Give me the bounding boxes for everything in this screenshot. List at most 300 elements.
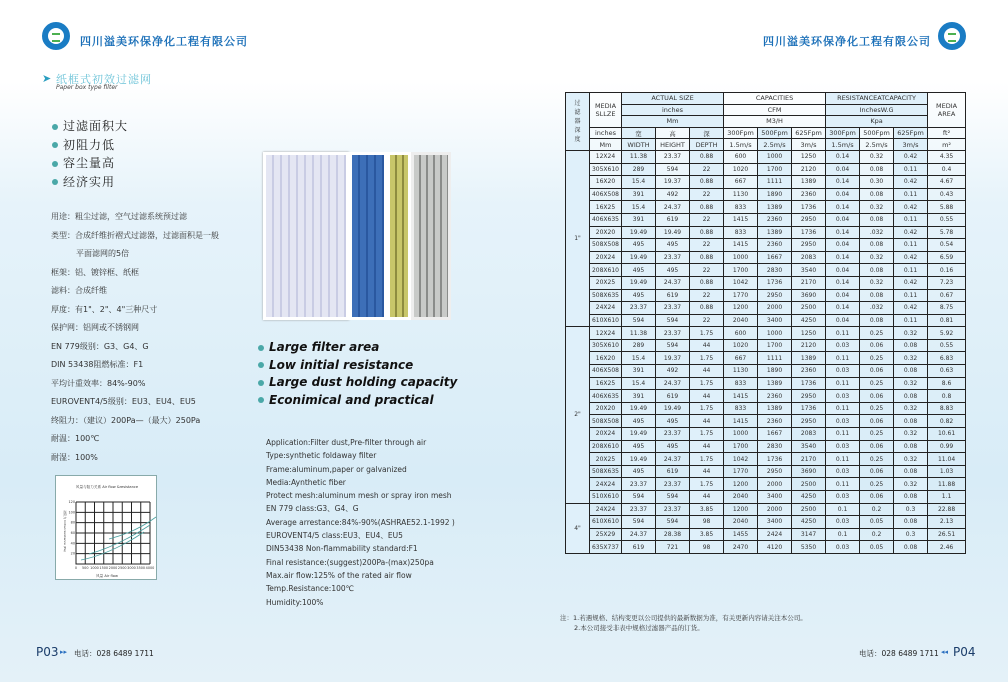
table-cell: 1415	[724, 415, 758, 428]
table-cell: 619	[656, 465, 690, 478]
feature-item: Econimical and practical	[258, 392, 457, 410]
table-cell: 16X25	[590, 201, 622, 214]
phone-left: 电话：028 6489 1711	[74, 649, 154, 658]
table-cell: 1700	[758, 163, 792, 176]
depth-group-cell: 2"	[566, 327, 590, 503]
table-cell: 0.08	[860, 314, 894, 327]
header-unit-cell: 500Fpm	[860, 127, 894, 139]
table-row	[566, 453, 966, 466]
table-cell: 1667	[758, 428, 792, 441]
table-cell: 0.04	[826, 188, 860, 201]
table-cell: 1389	[792, 352, 826, 365]
airflow-resistance-chart	[55, 475, 157, 580]
table-cell: 0.1	[826, 528, 860, 541]
spec-line: 厚度：有1"、2"、4"三种尺寸	[51, 304, 158, 314]
table-cell: 610X610	[590, 314, 622, 327]
table-cell: 1890	[758, 365, 792, 378]
table-cell: 3147	[792, 528, 826, 541]
table-cell: 0.08	[894, 541, 928, 554]
bullet-icon	[258, 362, 264, 368]
table-cell: 0.3	[894, 503, 928, 516]
table-cell: 0.4	[928, 163, 966, 176]
table-cell: 0.42	[894, 226, 928, 239]
spec-line: 耐温：100℃	[51, 434, 100, 443]
table-cell: 20X20	[590, 402, 622, 415]
table-cell: 2000	[758, 302, 792, 315]
table-cell: 0.14	[826, 150, 860, 163]
table-cell: 3.85	[690, 503, 724, 516]
table-cell: 24.37	[656, 276, 690, 289]
table-cell: 24.37	[622, 528, 656, 541]
table-row	[566, 251, 966, 264]
spec-line: Humidity:100%	[266, 597, 324, 607]
header-kpa: Kpa	[826, 116, 928, 128]
table-cell: 2083	[792, 251, 826, 264]
table-cell: 0.11	[826, 327, 860, 340]
table-cell: 20X24	[590, 428, 622, 441]
table-cell: 0.81	[928, 314, 966, 327]
table-cell: 2083	[792, 428, 826, 441]
table-cell: 0.25	[860, 453, 894, 466]
header-unit-cell: 高	[656, 127, 690, 139]
table-cell: 0.14	[826, 251, 860, 264]
table-cell: 0.32	[894, 352, 928, 365]
table-cell: 1020	[724, 163, 758, 176]
table-cell: 1667	[758, 251, 792, 264]
spec-line: Media:Aynthetic fiber	[266, 477, 346, 487]
table-cell: 1736	[758, 276, 792, 289]
table-cell: 492	[656, 188, 690, 201]
header-unit-cell: m²	[928, 139, 966, 151]
header-unit-cell: 1.5m/s	[724, 139, 758, 151]
feature-item: Large filter area	[258, 339, 457, 357]
table-cell: 833	[724, 402, 758, 415]
table-cell: 2120	[792, 163, 826, 176]
table-cell: 1200	[724, 503, 758, 516]
table-cell: 26.51	[928, 528, 966, 541]
feature-item: 容尘量高	[52, 154, 128, 173]
table-cell: 44	[690, 365, 724, 378]
table-row	[566, 327, 966, 340]
table-cell: 1770	[724, 289, 758, 302]
company-name-right: 四川溢美环保净化工程有限公司	[763, 35, 931, 48]
table-cell: 2950	[792, 390, 826, 403]
spec-line: Protect mesh:aluminum mesh or spray iron mesh	[266, 491, 452, 501]
table-cell: 4120	[758, 541, 792, 554]
table-cell: 2950	[758, 289, 792, 302]
table-cell: 1111	[758, 176, 792, 189]
table-cell: 0.03	[826, 465, 860, 478]
table-cell: 406X508	[590, 365, 622, 378]
table-cell: 4.35	[928, 150, 966, 163]
bullet-icon	[258, 397, 264, 403]
table-row	[566, 150, 966, 163]
table-row	[566, 516, 966, 529]
feature-item: 经济实用	[52, 173, 128, 192]
y-tick-label: 60	[70, 531, 75, 535]
table-cell: 0.08	[894, 415, 928, 428]
table-cell: 406X508	[590, 188, 622, 201]
header-depth: 过滤器深度	[566, 93, 590, 151]
table-row	[566, 402, 966, 415]
table-cell: 1.75	[690, 402, 724, 415]
page-number-right: P04	[953, 645, 976, 659]
table-cell: 0.88	[690, 150, 724, 163]
table-cell: 391	[622, 390, 656, 403]
table-cell: 1000	[724, 428, 758, 441]
features-en	[258, 339, 457, 409]
page-number-left: P03	[36, 645, 59, 659]
table-cell: 600	[724, 150, 758, 163]
table-cell: 20X20	[590, 226, 622, 239]
table-row	[566, 226, 966, 239]
table-row	[566, 390, 966, 403]
table-cell: 391	[622, 213, 656, 226]
header-unit-cell: 2.5m/s	[860, 139, 894, 151]
x-tick-label: 2500	[117, 566, 127, 570]
header-unit-cell: 深	[690, 127, 724, 139]
table-cell: 594	[656, 163, 690, 176]
table-cell: 495	[656, 264, 690, 277]
table-cell: 619	[656, 390, 690, 403]
table-cell: 667	[724, 176, 758, 189]
product-title-en: Paper box type filter	[56, 84, 118, 91]
table-cell: 1736	[758, 453, 792, 466]
table-cell: 1111	[758, 352, 792, 365]
spec-line: EN 779 class:G3、G4、G	[266, 504, 359, 514]
header-media-size: MEDIA SLLZE	[590, 93, 622, 128]
spec-line: Temp.Resistance:100℃	[266, 584, 355, 594]
table-cell: 0.3	[894, 528, 928, 541]
table-cell: 0.06	[860, 465, 894, 478]
arrow-icon: ➤	[42, 72, 52, 85]
table-cell: 495	[622, 289, 656, 302]
table-cell: 1020	[724, 339, 758, 352]
table-cell: 0.32	[860, 276, 894, 289]
table-cell: 0.30	[860, 176, 894, 189]
table-cell: 305X610	[590, 163, 622, 176]
table-cell: 1389	[792, 176, 826, 189]
logo-icon	[938, 22, 966, 50]
table-cell: 2424	[758, 528, 792, 541]
table-cell: 2360	[758, 213, 792, 226]
table-cell: 3540	[792, 440, 826, 453]
header-unit-cell: 500Fpm	[758, 127, 792, 139]
header-unit-cell: 300Fpm	[724, 127, 758, 139]
table-cell: 28.38	[656, 528, 690, 541]
table-cell: 1.75	[690, 428, 724, 441]
header-unit-cell: Mm	[590, 139, 622, 151]
table-cell: 23.37	[656, 327, 690, 340]
table-row	[566, 465, 966, 478]
table-cell: 492	[656, 365, 690, 378]
table-cell: 0.04	[826, 239, 860, 252]
table-cell: 0.06	[860, 390, 894, 403]
header-unit-cell: 300Fpm	[826, 127, 860, 139]
table-cell: 19.49	[622, 402, 656, 415]
table-cell: 0.08	[894, 390, 928, 403]
spec-line: 框架：铝、镀锌框、纸框	[51, 267, 139, 277]
header-unit-cell: inches	[590, 127, 622, 139]
table-cell: 2470	[724, 541, 758, 554]
table-cell: 98	[690, 516, 724, 529]
table-cell: 2170	[792, 453, 826, 466]
table-cell: 24.37	[656, 453, 690, 466]
y-tick-label: 80	[70, 520, 75, 525]
x-tick-label: 500	[82, 566, 89, 570]
table-cell: 0.55	[928, 213, 966, 226]
table-cell: 0.8	[928, 390, 966, 403]
table-cell: 508X635	[590, 465, 622, 478]
table-cell: 594	[656, 339, 690, 352]
table-cell: 19.49	[622, 251, 656, 264]
table-cell: 0.42	[894, 276, 928, 289]
spec-line: 平面滤网的5倍	[76, 249, 130, 258]
bullet-icon	[52, 161, 58, 167]
header-unit-cell: 宽	[622, 127, 656, 139]
table-cell: .032	[860, 226, 894, 239]
table-cell: 619	[656, 213, 690, 226]
spec-line: 滤料：合成纤维	[51, 286, 107, 295]
table-cell: 8.6	[928, 377, 966, 390]
table-cell: 0.11	[894, 213, 928, 226]
table-cell: 24X24	[590, 478, 622, 491]
table-cell: 0.11	[894, 163, 928, 176]
table-cell: 0.32	[894, 478, 928, 491]
back-arrow-icon: ◂◂	[941, 648, 949, 656]
table-cell: 0.14	[826, 226, 860, 239]
table-cell: 44	[690, 465, 724, 478]
table-cell: 4250	[792, 314, 826, 327]
table-cell: 0.43	[928, 188, 966, 201]
table-cell: 0.88	[690, 201, 724, 214]
table-cell: 0.25	[860, 402, 894, 415]
table-cell: 2000	[758, 503, 792, 516]
product-photo	[263, 152, 451, 320]
table-cell: 0.08	[894, 465, 928, 478]
table-cell: 24.37	[656, 201, 690, 214]
table-cell: 1000	[758, 327, 792, 340]
table-cell: 0.06	[860, 440, 894, 453]
product-title-cn: 纸框式初效过滤网	[56, 73, 152, 86]
table-cell: 0.06	[860, 365, 894, 378]
table-cell: 3690	[792, 289, 826, 302]
table-cell: 1.75	[690, 453, 724, 466]
table-cell: 6.83	[928, 352, 966, 365]
spec-line: 终阻力：（建议）200Pa—（最大）250Pa	[51, 415, 201, 425]
table-cell: 12X24	[590, 150, 622, 163]
table-cell: 24X24	[590, 503, 622, 516]
bullet-icon	[258, 345, 264, 351]
table-cell: 7.23	[928, 276, 966, 289]
table-cell: 15.4	[622, 377, 656, 390]
table-cell: 1042	[724, 276, 758, 289]
table-cell: 2170	[792, 276, 826, 289]
spec-line: 保护网：铝网或不锈钢网	[51, 323, 139, 332]
table-cell: 24.37	[656, 377, 690, 390]
table-cell: 11.88	[928, 478, 966, 491]
table-cell: 0.25	[860, 428, 894, 441]
table-cell: 2.46	[928, 541, 966, 554]
table-cell: 4250	[792, 516, 826, 529]
table-cell: 19.49	[656, 226, 690, 239]
spec-line: Type:synthetic foldaway filter	[266, 451, 377, 461]
table-cell: 20X24	[590, 251, 622, 264]
table-cell: 11.38	[622, 327, 656, 340]
table-cell: 1250	[792, 327, 826, 340]
table-cell: 3400	[758, 314, 792, 327]
header-unit-cell: DEPTH	[690, 139, 724, 151]
table-cell: 0.11	[826, 428, 860, 441]
notes	[560, 613, 807, 633]
table-cell: 2360	[792, 188, 826, 201]
table-cell: 2040	[724, 516, 758, 529]
table-cell: 4.67	[928, 176, 966, 189]
table-cell: 1700	[758, 339, 792, 352]
table-cell: 0.03	[826, 390, 860, 403]
table-cell: 667	[724, 352, 758, 365]
table-cell: 619	[622, 541, 656, 554]
table-cell: 6.59	[928, 251, 966, 264]
header-unit-cell: 2.5m/s	[758, 139, 792, 151]
table-cell: 44	[690, 390, 724, 403]
table-cell: 1.75	[690, 352, 724, 365]
table-cell: 23.37	[656, 428, 690, 441]
table-cell: 1.75	[690, 377, 724, 390]
table-cell: 5.78	[928, 226, 966, 239]
table-cell: 0.42	[894, 150, 928, 163]
y-tick-label: 20	[70, 551, 75, 556]
table-cell: 0.05	[860, 541, 894, 554]
table-row	[566, 276, 966, 289]
table-cell: 0.11	[826, 352, 860, 365]
table-cell: 1415	[724, 213, 758, 226]
table-cell: 0.08	[860, 264, 894, 277]
table-row	[566, 415, 966, 428]
table-cell: 44	[690, 339, 724, 352]
header-unit-cell: HEIGHT	[656, 139, 690, 151]
note-line: 2.本公司接受非表中规格过滤器产品的订货。	[574, 624, 704, 632]
spec-line: 类型：合成纤维折褶式过滤器，过滤面积是一般	[51, 230, 219, 240]
table-cell: 495	[656, 440, 690, 453]
table-cell: 44	[690, 491, 724, 504]
table-cell: 2950	[792, 415, 826, 428]
table-cell: 391	[622, 188, 656, 201]
spec-line: EN 779级别：G3、G4、G	[51, 341, 149, 351]
table-cell: 833	[724, 377, 758, 390]
feature-item: 初阻力低	[52, 136, 128, 155]
table-cell: 594	[656, 314, 690, 327]
table-cell: 19.49	[622, 428, 656, 441]
table-cell: 1700	[724, 440, 758, 453]
header-unit-cell: WIDTH	[622, 139, 656, 151]
table-cell: 8.83	[928, 402, 966, 415]
header-unit-cell: 625Fpm	[894, 127, 928, 139]
note-line: 注：1.若遇规格、结构变更以公司提供的最新数据为准，有关更新内容请关注本公司。	[560, 614, 807, 622]
table-cell: 0.88	[690, 302, 724, 315]
table-cell: 0.2	[860, 503, 894, 516]
table-cell: 0.25	[860, 377, 894, 390]
table-cell: 3540	[792, 264, 826, 277]
table-cell: 0.08	[894, 516, 928, 529]
table-cell: 0.25	[860, 327, 894, 340]
x-tick-label: 3000	[127, 566, 136, 570]
header-cfm: CFM	[724, 104, 826, 116]
table-cell: 2500	[792, 503, 826, 516]
header-inwg: InchesW.G	[826, 104, 928, 116]
table-cell: 3.85	[690, 528, 724, 541]
table-row	[566, 176, 966, 189]
table-cell: 0.08	[860, 239, 894, 252]
table-cell: 0.32	[860, 201, 894, 214]
table-cell: 0.55	[928, 339, 966, 352]
table-cell: 0.06	[860, 415, 894, 428]
table-cell: 19.49	[622, 226, 656, 239]
table-cell: 406X635	[590, 213, 622, 226]
table-cell: 495	[622, 440, 656, 453]
table-row	[566, 188, 966, 201]
table-cell: 594	[656, 516, 690, 529]
table-cell: 0.06	[860, 339, 894, 352]
table-cell: 1.75	[690, 327, 724, 340]
table-cell: 1042	[724, 453, 758, 466]
table-cell: 1.1	[928, 491, 966, 504]
x-tick-label: 1500	[99, 566, 109, 570]
table-cell: 0.32	[860, 251, 894, 264]
table-cell: 2360	[758, 390, 792, 403]
table-row	[566, 302, 966, 315]
table-cell: 0.04	[826, 289, 860, 302]
table-cell: 0.06	[860, 491, 894, 504]
header-inches: inches	[622, 104, 724, 116]
x-tick-label: 0	[74, 566, 78, 570]
table-cell: 0.42	[894, 251, 928, 264]
table-cell: 16X25	[590, 377, 622, 390]
table-cell: 0.14	[826, 302, 860, 315]
table-cell: 1736	[792, 201, 826, 214]
phone-right: 电话：028 6489 1711	[859, 649, 939, 658]
table-cell: 0.03	[826, 415, 860, 428]
table-cell: 0.08	[860, 213, 894, 226]
table-row	[566, 377, 966, 390]
table-cell: 2040	[724, 491, 758, 504]
table-cell: 0.08	[860, 163, 894, 176]
header-mm: Mm	[622, 116, 724, 128]
table-cell: 19.37	[656, 352, 690, 365]
table-cell: 1700	[724, 264, 758, 277]
table-cell: 23.37	[656, 150, 690, 163]
table-cell: 11.38	[622, 150, 656, 163]
table-row	[566, 163, 966, 176]
header-actual-size: ACTUAL SIZE	[622, 93, 724, 105]
y-tick-label: 40	[70, 541, 75, 546]
table-cell: 23.37	[622, 503, 656, 516]
table-cell: 0.42	[894, 302, 928, 315]
table-cell: 0.03	[826, 440, 860, 453]
table-row	[566, 541, 966, 554]
table-cell: 0.82	[928, 415, 966, 428]
table-cell: 22	[690, 264, 724, 277]
company-logo-left	[42, 22, 70, 50]
table-cell: 495	[622, 239, 656, 252]
chart-ylabel: 初阻力 Initial resistance (Pa)	[63, 510, 67, 552]
table-cell: 10.61	[928, 428, 966, 441]
table-cell: 11.04	[928, 453, 966, 466]
table-cell: 2830	[758, 264, 792, 277]
table-cell: 15.4	[622, 201, 656, 214]
table-cell: 19.37	[656, 176, 690, 189]
table-cell: 8.75	[928, 302, 966, 315]
